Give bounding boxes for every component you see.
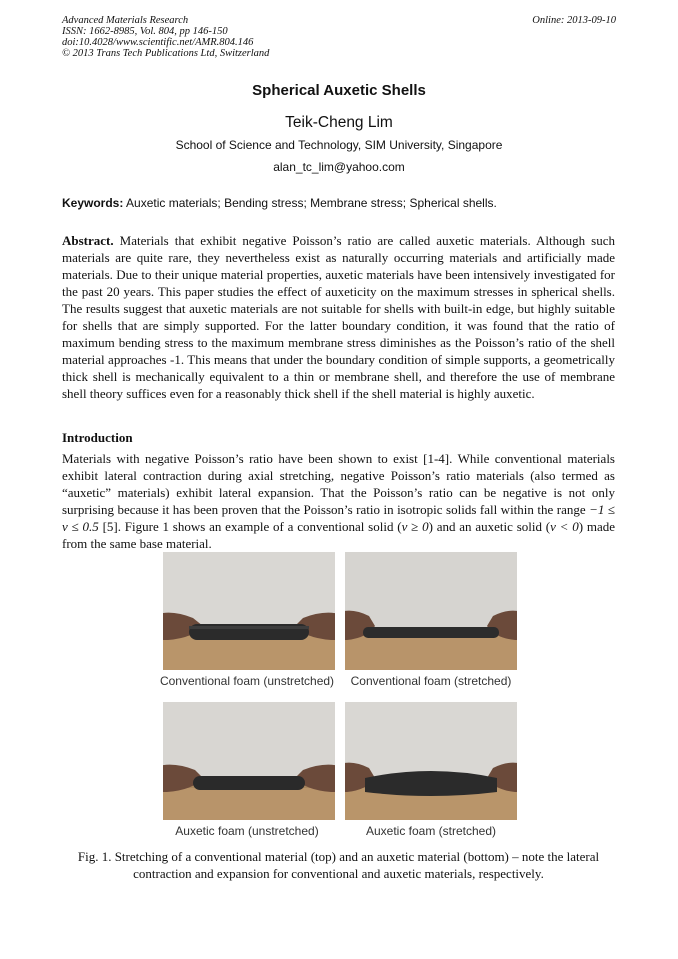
caption-conventional-unstretched: Conventional foam (unstretched) — [159, 674, 335, 688]
auxetic-condition: v < 0 — [550, 519, 579, 534]
abstract — [62, 232, 615, 402]
keywords-text: Auxetic materials; Bending stress; Membrane stress; Spherical shells. — [123, 196, 497, 210]
online-date: Online: 2013-09-10 — [532, 15, 616, 26]
affiliation: School of Science and Technology, SIM University, Singapore — [175, 138, 503, 152]
photo-conventional-unstretched — [163, 552, 335, 670]
photo-auxetic-stretched — [345, 702, 517, 820]
introduction-paragraph — [62, 450, 615, 552]
photo-conventional-stretched — [345, 552, 517, 670]
keywords-label: Keywords: — [62, 196, 124, 210]
issn: ISSN: 1662-8985, Vol. 804, pp 146-150 — [62, 26, 228, 37]
photo-auxetic-unstretched — [163, 702, 335, 820]
abstract-text: Materials that exhibit negative Poisson’s ratio are called auxetic materials. Although such materials are quite rare, they nevertheless exist as naturally occurring materials and artificially made materials. Due to their unique material properties, auxetic materials have been intensively investigated for the past 20 years. This paper studies the effect of auxeticity on the maximum stresses in spherical shells. The results suggest that auxetic materials are not suitable for shells with built-in edge, but highly suitable for shells that are simply supported. For the latter boundary condition, it was found that the ratio of maximum bending stress to the maximum membrane stress diminishes as the Poisson’s ratio of the shell material approaches -1. This means that under the boundary condition of simple supports, a geometrically thick shell is mechanically equivalent to a thin or membrane shell, and therefore the use of membrane shell theory suffices even for a reasonably thick shell if the shell material is highly auxetic. — [62, 233, 615, 401]
journal-meta — [62, 15, 269, 59]
keywords — [62, 196, 622, 210]
conventional-condition: v ≥ 0 — [401, 519, 429, 534]
caption-auxetic-unstretched: Auxetic foam (unstretched) — [175, 824, 319, 838]
range-formula: −1 ≤ v ≤ 0.5 — [62, 502, 615, 534]
figure-caption: Fig. 1. Stretching of a conventional material (top) and an auxetic material (bottom) – note the lateral contraction and expansion for conventional and auxetic materials, respectively. — [77, 849, 600, 881]
section-heading-introduction: Introduction — [62, 430, 133, 445]
intro-text-d: ) made from the same base material. — [62, 519, 616, 551]
doi: doi:10.4028/www.scientific.net/AMR.804.146 — [62, 37, 254, 48]
abstract-label: Abstract. — [62, 233, 114, 248]
paper-title: Spherical Auxetic Shells — [252, 82, 426, 99]
copyright: © 2013 Trans Tech Publications Ltd, Switzerland — [62, 48, 270, 59]
author-name: Teik-Cheng Lim — [285, 114, 393, 131]
author-email: alan_tc_lim@yahoo.com — [273, 160, 405, 174]
figure-1 — [160, 552, 520, 842]
journal-name: Advanced Materials Research — [62, 15, 189, 26]
intro-text-c: ) and an auxetic solid ( — [428, 519, 551, 534]
caption-conventional-stretched: Conventional foam (stretched) — [350, 674, 512, 688]
caption-auxetic-stretched: Auxetic foam (stretched) — [365, 824, 497, 838]
intro-text-b: [5]. Figure 1 shows an example of a conventional solid ( — [98, 519, 402, 534]
intro-text-a: Materials with negative Poisson’s ratio have been shown to exist [1-4]. While conventional materials exhibit lateral contraction during axial stretching, negative Poisson’s ratio materials (also termed as “auxetic” materials) exhibit lateral expansion. That the Poisson’s ratio can be negative is not only surprising because it has been proven that the Poisson’s ratio in isotropic solids fall within the range — [62, 451, 615, 517]
